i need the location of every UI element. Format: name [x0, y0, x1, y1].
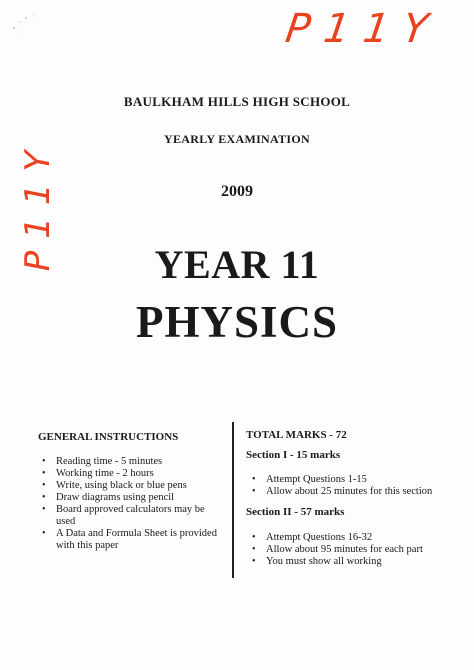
list-item: • You must show all working: [250, 556, 450, 568]
list-item: • Allow about 25 minutes for this section: [250, 486, 450, 498]
list-item: • Board approved calculators may be used: [40, 504, 226, 528]
list-item: • Write, using black or blue pens: [40, 480, 226, 492]
section-1-heading: Section I - 15 marks: [246, 449, 341, 461]
handwritten-code-top: P11Y: [282, 6, 445, 52]
scan-specks: [8, 10, 48, 40]
list-item: • A Data and Formula Sheet is provided with this paper: [40, 528, 226, 552]
list-item: • Working time - 2 hours: [40, 468, 226, 480]
handwritten-code-side: P11Y: [18, 138, 58, 272]
section-1-list: [250, 474, 450, 498]
section-2-heading: Section II - 57 marks: [246, 506, 345, 518]
section-2-list: [250, 532, 450, 568]
total-marks: TOTAL MARKS - 72: [246, 429, 347, 441]
column-divider: [232, 422, 234, 578]
subject-title: PHYSICS: [135, 297, 339, 347]
school-name: BAULKHAM HILLS HIGH SCHOOL: [123, 94, 351, 109]
general-instructions-list: [40, 456, 226, 552]
list-item: • Attempt Questions 1-15: [250, 474, 450, 486]
list-item: • Draw diagrams using pencil: [40, 492, 226, 504]
list-item: • Reading time - 5 minutes: [40, 456, 226, 468]
grade-title: YEAR 11: [154, 242, 320, 287]
list-item: • Allow about 95 minutes for each part: [250, 544, 450, 556]
exam-year: 2009: [221, 183, 253, 200]
list-item: • Attempt Questions 16-32: [250, 532, 450, 544]
general-instructions-heading: GENERAL INSTRUCTIONS: [38, 431, 179, 443]
exam-title: YEARLY EXAMINATION: [164, 132, 310, 146]
